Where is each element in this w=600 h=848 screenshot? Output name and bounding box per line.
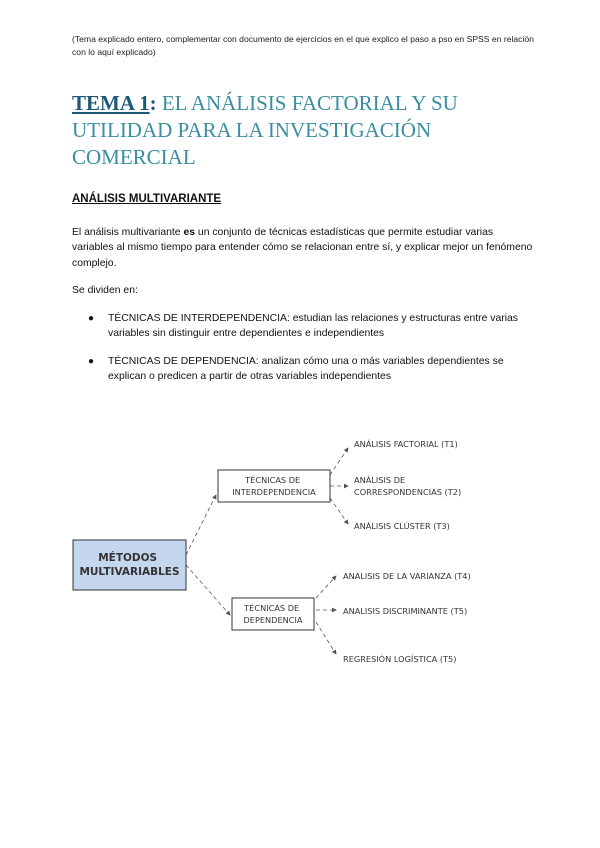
bullet-icon: ● — [88, 356, 95, 367]
bullet-item — [72, 354, 534, 384]
svg-text:ANALISIS DE LA VARIANZA (T4) — [343, 571, 473, 664]
bullet-text: TÉCNICAS DE INTERDEPENDENCIA: estudian las relaciones y estructuras entre varias variables sin distinguir entre dependientes e independientes — [108, 313, 518, 339]
root-box — [73, 540, 186, 590]
bullet-list — [72, 311, 534, 397]
leaf-factorial: ANÁLISIS FACTORIAL (T1) — [354, 439, 458, 449]
connector — [186, 495, 216, 555]
document-title — [72, 90, 542, 171]
title-text: EL ANÁLISIS FACTORIAL Y SU UTILIDAD PARA LA INVESTIGACIÓN COMERCIAL — [72, 91, 458, 169]
connector — [330, 448, 348, 475]
svg-text:ANÁLISIS FACTORIAL (T1) AN — [354, 438, 464, 531]
root-line-1: MÉTODOS — [98, 552, 158, 564]
leaf-regresion: REGRESIÓN LOGÍSTICA (T5) — [343, 654, 457, 664]
header-note: (Tema explicado entero, complementar con documento de ejercicios en el que explico el paso a pso en SPSS en relación con lo aquí explicado) — [72, 34, 534, 57]
paragraph-before: El análisis multivariante — [72, 227, 184, 238]
bullet-icon: ● — [88, 313, 95, 324]
connector — [330, 498, 348, 524]
paragraph-after: un conjunto de técnicas estadísticas que permite estudiar varias variables al mismo tiempo para entender cómo se relacionan entre sí, y explicar mejor un fenómeno complejo. — [72, 227, 533, 269]
dependence-line-2: DEPENDENCIA — [243, 615, 303, 625]
leaf-discriminante: ANALISIS DISCRIMINANTE (T5) — [343, 606, 468, 616]
interdependence-line-1: TÉCNICAS DE — [245, 475, 301, 485]
dependence-line-1: TÉCNICAS DE — [244, 603, 300, 613]
leaf-correspondencias-1: ANÁLISIS DE — [354, 475, 406, 485]
bullet-item — [72, 311, 534, 341]
connector — [316, 576, 336, 598]
interdependence-line-2: INTERDEPENDENCIA — [232, 487, 316, 497]
title-label: TEMA 1 — [72, 91, 150, 115]
connector — [186, 565, 230, 615]
methods-diagram — [0, 420, 600, 680]
root-line-2: MULTIVARIABLES — [79, 566, 180, 578]
leaf-cluster: ANÁLISIS CLÚSTER (T3) — [354, 521, 450, 531]
section-heading: ANÁLISIS MULTIVARIANTE — [72, 193, 222, 205]
leaf-varianza: ANALISIS DE LA VARIANZA (T4) — [343, 571, 471, 581]
bullet-text: TÉCNICAS DE DEPENDENCIA: analizan cómo una o más variables dependientes se explican o predicen a partir de otras variables independientes — [108, 356, 504, 382]
intro-text: Se dividen en: — [72, 285, 138, 296]
definition-paragraph — [72, 225, 534, 271]
title-colon: : — [149, 91, 157, 115]
paragraph-bold: es — [183, 227, 196, 238]
leaf-correspondencias-2: CORRESPONDENCIAS (T2) — [354, 487, 462, 497]
connector — [316, 622, 336, 654]
